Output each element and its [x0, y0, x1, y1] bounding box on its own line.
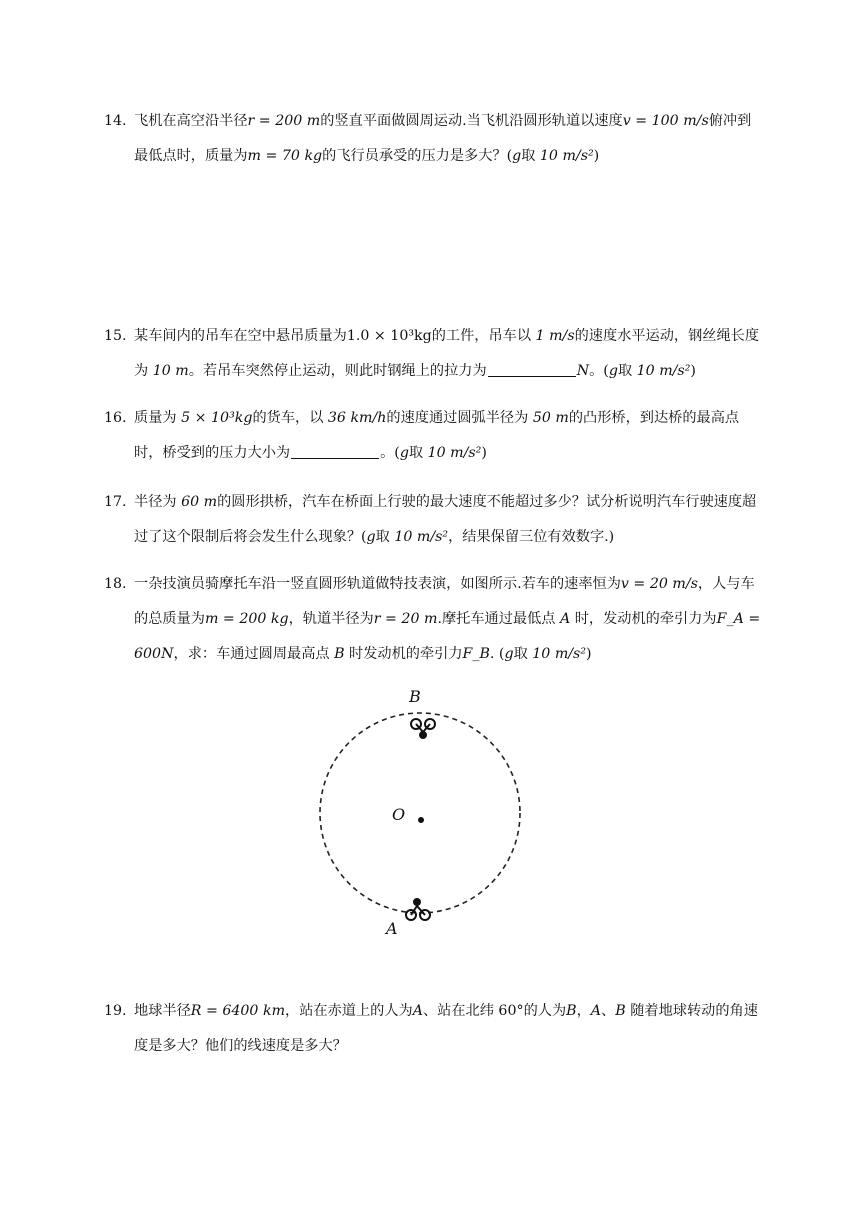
- math-expression: r = 200 m: [247, 113, 321, 129]
- question-number: 14.: [104, 113, 127, 129]
- text-segment: 的货车，以: [252, 410, 328, 426]
- math-expression: v = 100 m/s: [622, 113, 709, 129]
- loop-track-figure: [312, 688, 528, 938]
- text-segment: ): [690, 363, 696, 379]
- question-14: [104, 104, 764, 174]
- circle-diagram: [312, 688, 528, 938]
- text-segment: ，: [576, 1003, 591, 1019]
- text-segment: 的速度通过圆弧半径为: [386, 410, 533, 426]
- question-19: [104, 994, 764, 1064]
- text-segment: 。(: [589, 363, 609, 379]
- math-expression: r = 20 m: [373, 611, 438, 627]
- text-segment: 的飞行员承受的压力是多大？(: [322, 148, 513, 164]
- answer-blank[interactable]: [291, 444, 379, 459]
- label-b: B: [409, 688, 421, 706]
- text-segment: 取: [521, 148, 540, 164]
- motorcycle-bottom-icon: [406, 899, 430, 920]
- math-expression: m = 200 kg: [204, 611, 289, 627]
- motorcycle-top-icon: [411, 719, 435, 738]
- text-segment: 俯冲到最低点时，质量为: [134, 113, 752, 164]
- math-expression: g: [399, 445, 409, 461]
- math-expression: B: [334, 646, 345, 662]
- question-number: 18.: [104, 576, 127, 592]
- math-expression: A: [559, 611, 571, 627]
- question-text: [134, 994, 764, 1064]
- math-expression: 60 m: [181, 494, 218, 510]
- text-segment: ): [593, 148, 600, 164]
- math-expression: 1 m/s: [535, 328, 575, 344]
- text-segment: 取: [617, 363, 637, 379]
- text-segment: 的竖直平面做圆周运动.当飞机沿圆形轨道以速度: [320, 113, 623, 129]
- math-expression: v = 20 m/s: [620, 576, 698, 592]
- text-segment: 地球半径: [134, 1003, 191, 1019]
- question-text: [134, 401, 764, 471]
- text-segment: ，轨道半径为: [288, 611, 374, 627]
- math-expression: F_B: [462, 646, 490, 662]
- math-expression: 10 m/s²: [636, 363, 691, 379]
- question-number: 16.: [104, 410, 127, 426]
- text-segment: 。若吊车突然停止运动，则此时钢绳上的拉力为: [188, 363, 487, 379]
- text-segment: 飞机在高空沿半径: [134, 113, 248, 129]
- text-segment: 一杂技演员骑摩托车沿一竖直圆形轨道做特技表演，如图所示.若车的速率恒为: [134, 576, 621, 592]
- text-segment: ，结果保留三位有效数字.): [448, 529, 615, 545]
- label-a: A: [386, 919, 398, 938]
- text-segment: ): [481, 445, 487, 461]
- text-segment: 的圆形拱桥，汽车在桥面上行驶的最大速度不能超过多少？试分析说明汽车行驶速度超过了这个限制后将会发生什么现象？(: [134, 494, 757, 545]
- text-segment: 的速度水平运动，钢丝绳长度为: [134, 328, 760, 379]
- text-segment: 时发动机的牵引力: [344, 646, 463, 662]
- math-expression: 5 × 10³kg: [181, 410, 253, 426]
- text-segment: 时，发动机的牵引力为: [570, 611, 717, 627]
- math-expression: g: [366, 529, 376, 545]
- math-expression: 1.0 × 10³kg: [346, 328, 432, 344]
- text-segment: . (: [489, 646, 505, 662]
- math-expression: 36 km/h: [327, 410, 387, 426]
- question-number: 15.: [104, 328, 127, 344]
- question-17: [104, 485, 764, 555]
- question-15: [104, 319, 764, 389]
- text-segment: 取: [408, 445, 428, 461]
- text-segment: .摩托车通过最低点: [437, 611, 560, 627]
- question-text: [134, 567, 764, 672]
- question-text: [134, 319, 764, 389]
- math-expression: R = 6400 km: [190, 1003, 286, 1019]
- math-expression: 10 m: [152, 363, 189, 379]
- text-segment: 的凸形桥，到达桥的最高点时，桥受到的压力大小为: [134, 410, 740, 461]
- text-segment: 随着地球转动的角速度是多大？他们的线速度是多大？: [134, 1003, 758, 1054]
- text-segment: ，求：车通过圆周最高点: [173, 646, 335, 662]
- question-18: [104, 567, 764, 672]
- math-expression: m = 70 kg: [247, 148, 323, 164]
- math-expression: 50 m: [532, 410, 569, 426]
- question-number: 19.: [104, 1003, 127, 1019]
- text-segment: 、: [601, 1003, 616, 1019]
- text-segment: 取: [375, 529, 395, 545]
- center-point: [418, 817, 424, 823]
- text-segment: ): [586, 646, 592, 662]
- text-segment: 的工件，吊车以: [431, 328, 536, 344]
- math-expression: g: [512, 148, 522, 164]
- math-expression: B: [615, 1003, 626, 1019]
- math-expression: A: [412, 1003, 423, 1019]
- answer-blank[interactable]: [488, 362, 576, 377]
- text-segment: 、站在北纬 60°的人为: [422, 1003, 567, 1019]
- text-segment: 某车间内的吊车在空中悬吊质量为: [134, 328, 347, 344]
- math-expression: 10 m/s²: [394, 529, 449, 545]
- question-16: [104, 401, 764, 471]
- math-expression: B: [566, 1003, 577, 1019]
- math-expression: g: [504, 646, 514, 662]
- text-segment: ，站在赤道上的人为: [285, 1003, 413, 1019]
- math-expression: N: [576, 363, 590, 379]
- question-text: [134, 485, 764, 555]
- text-segment: 质量为: [134, 410, 182, 426]
- text-segment: 。(: [380, 445, 400, 461]
- math-expression: 10 m/s²: [532, 646, 587, 662]
- text-segment: 半径为: [134, 494, 182, 510]
- math-expression: 10 m/s²: [539, 148, 594, 164]
- math-expression: g: [608, 363, 618, 379]
- math-expression: A: [590, 1003, 602, 1019]
- question-text: [134, 104, 764, 174]
- dashed-track-circle: [320, 713, 520, 913]
- text-segment: ，人与车的总质量为: [134, 576, 755, 627]
- label-o: O: [392, 805, 406, 824]
- math-expression: F_A = 600N: [134, 611, 761, 662]
- text-segment: 取: [513, 646, 533, 662]
- question-number: 17.: [104, 494, 127, 510]
- math-expression: 10 m/s²: [427, 445, 482, 461]
